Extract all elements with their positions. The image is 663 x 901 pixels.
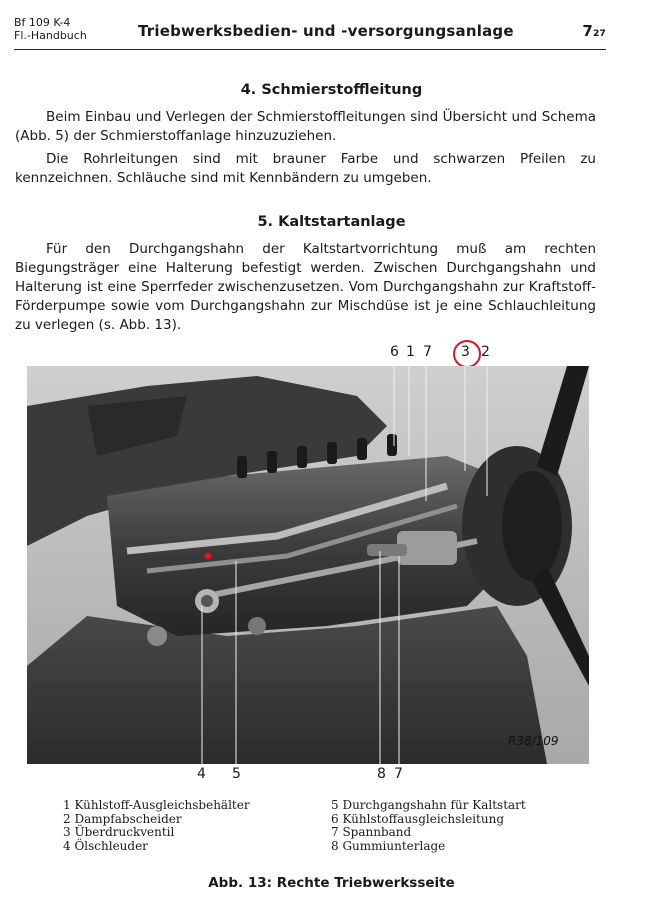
callout-1: 1 [406,344,415,360]
callout-2: 2 [481,344,490,360]
section-4-heading: 4. Schmierstoffleitung [240,82,423,98]
legend-item: 4 Ölschleuder [63,838,148,853]
figure-callouts-bottom [0,766,663,784]
callout-4: 4 [197,766,206,782]
aircraft-model: Bf 109 K-4 [14,16,71,29]
callout-7-top: 7 [423,344,432,360]
manual-name: Fl.-Handbuch [14,29,87,42]
section-5-heading: 5. Kaltstartanlage [257,214,406,230]
legend-item: 3 Überdruckventil [63,825,175,839]
figure-caption: Abb. 13: Rechte Triebwerksseite [208,875,455,891]
header-rule [14,49,606,50]
figure-reference-code: R38/109 [508,734,559,748]
legend-right [331,799,526,853]
callout-7-bottom: 7 [394,766,403,782]
legend-item: 6 Kühlstoffausgleichsleitung [331,811,505,826]
engine-photo-illustration [27,366,589,764]
callout-6: 6 [390,344,399,360]
callout-3-highlight-circle [453,340,481,368]
header-title: Triebwerksbedien- und -versorgungsanlage [138,22,514,40]
callout-8: 8 [377,766,386,782]
legend-item: 7 Spannband [331,825,412,839]
section-5-paragraph-1: Für den Durchgangshahn der Kaltstartvorrichtung muß am rechten Biegungsträger eine Halterung befestigt werden. Zwischen Durchgangshahn und Halterung ist eine Sperrfeder zwischenzusetzen. Vom Durchgangshahn zur Kraftstoff-Förderpumpe sowie vom Durchgangshahn zur Mischdüse ist je eine Schlauchleitung zu verlegen (s. Abb. 13). [15,241,596,333]
legend-item: 8 Gummiunterlage [331,838,446,853]
red-marker [205,553,212,560]
engine-photo [27,366,589,764]
page-header [14,16,606,50]
figure-callouts-top [0,344,663,364]
section-4-paragraph-1: Beim Einbau und Verlegen der Schmierstoffleitungen sind Übersicht und Schema (Abb. 5) der Schmierstoffanlage hinzuzuziehen. [15,109,596,144]
legend-item: 1 Kühlstoff-Ausgleichsbehälter [63,798,250,812]
legend-left [63,799,250,853]
legend-item: 5 Durchgangshahn für Kaltstart [331,798,526,812]
legend-item: 2 Dampfabscheider [63,811,182,826]
callout-5: 5 [232,766,241,782]
callout-3: 3 [461,344,470,360]
page-number: 7₂₇ [582,22,606,40]
section-4-paragraph-2: Die Rohrleitungen sind mit brauner Farbe und schwarzen Pfeilen zu kennzeichnen. Schläuche sind mit Kennbändern zu umgeben. [15,151,596,186]
header-left [14,16,87,42]
